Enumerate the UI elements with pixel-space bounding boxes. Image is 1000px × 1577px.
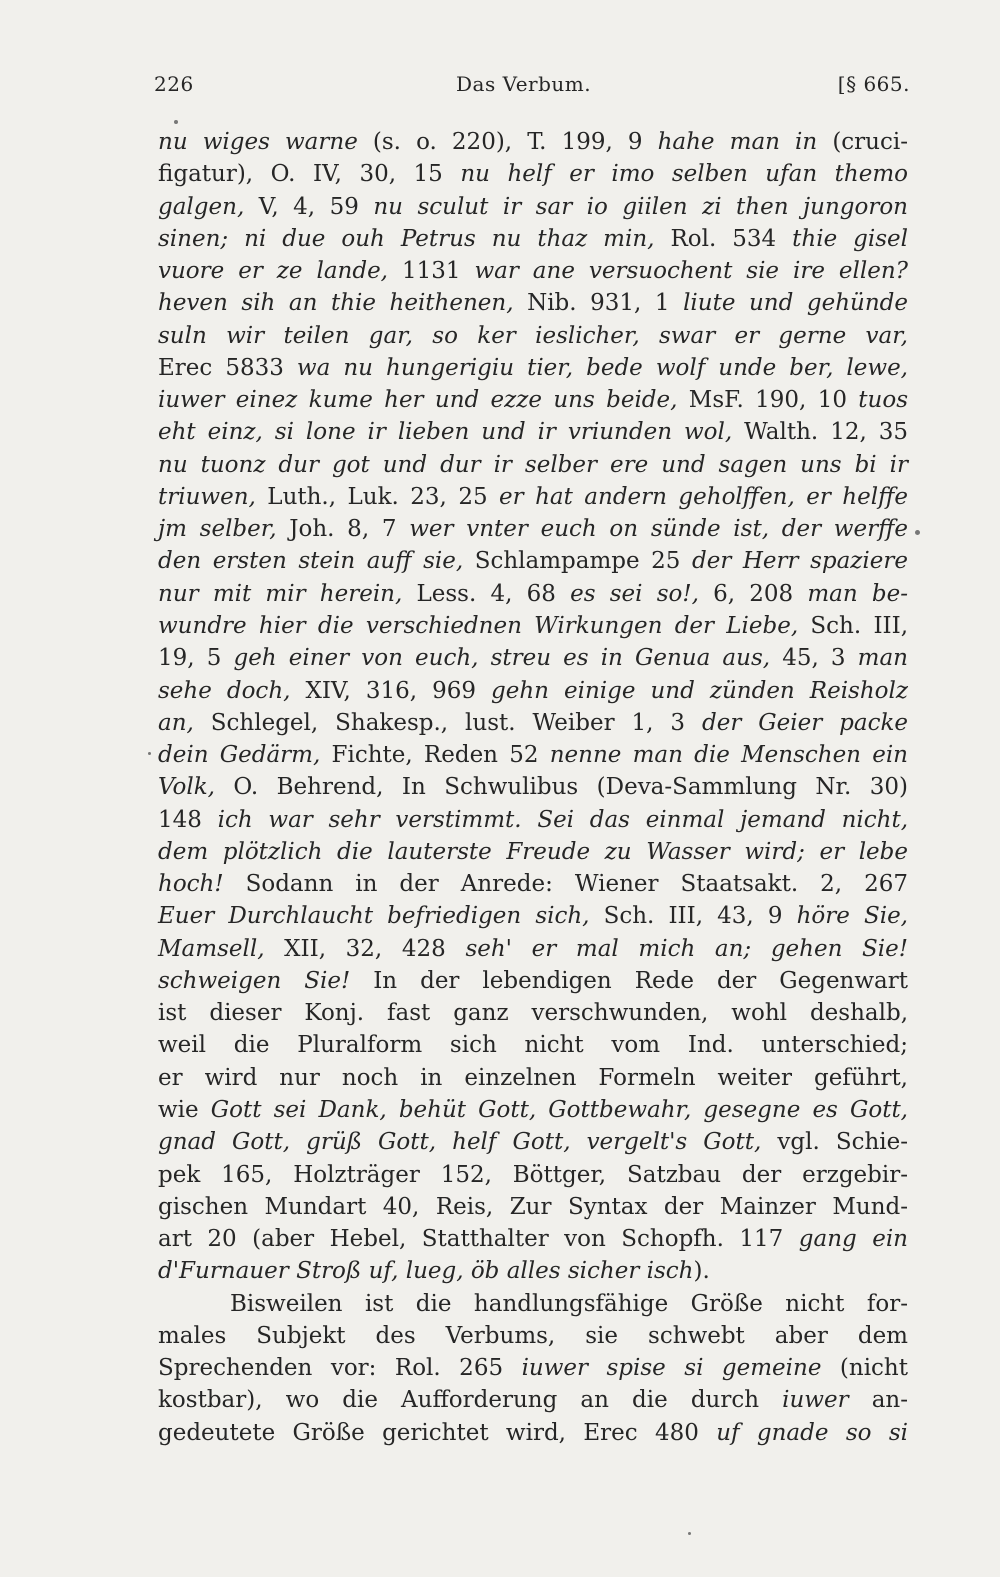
- roman-text: Erec 5833: [158, 354, 297, 381]
- italic-text: iuwer: [782, 1387, 849, 1414]
- roman-text: (cruci-: [817, 129, 908, 155]
- roman-text: XII, 32, 428: [264, 935, 466, 962]
- italic-text: dein Gedärm,: [158, 742, 321, 769]
- roman-text: er wird nur noch in einzelnen Formeln weiter geführt,: [158, 1064, 908, 1091]
- roman-text: pek 165, Holzträger 152, Böttger, Satzbau der erzgebir-: [158, 1161, 908, 1188]
- text-line: [158, 545, 908, 577]
- italic-text: suln wir teilen gar, so ker ieslicher, swar er gerne var,: [158, 322, 908, 349]
- text-line: [158, 642, 908, 674]
- text-line: [158, 739, 908, 771]
- italic-text: ich war sehr verstimmt. Sei das einmal jemand nicht,: [217, 806, 909, 833]
- italic-text: war ane versuochent sie ire ellen?: [474, 258, 909, 285]
- roman-text: V, 4, 59: [244, 193, 374, 220]
- text-line: [158, 1029, 908, 1061]
- italic-text: uf gnade so si: [716, 1419, 908, 1446]
- roman-text: Fichte, Reden 52: [320, 742, 550, 769]
- roman-text: Joh. 8, 7: [276, 516, 410, 543]
- text-line: [158, 578, 908, 610]
- text-line: [158, 1384, 908, 1416]
- italic-text: gehn einige und zünden Reisholz: [491, 677, 908, 704]
- print-speck: [148, 752, 151, 755]
- italic-text: den ersten stein auff sie,: [158, 548, 464, 575]
- body-text: [158, 126, 908, 1449]
- italic-text: nu wiges warne: [158, 129, 358, 155]
- roman-text: wie: [158, 1096, 211, 1123]
- roman-text: Luth., Luk. 23, 25: [255, 483, 500, 510]
- italic-text: d'Furnauer Stroß uf, lueg, öb alles sicher isch: [158, 1258, 694, 1285]
- roman-text: ist dieser Konj. fast ganz verschwunden, wohl deshalb,: [158, 1000, 908, 1027]
- text-line: [158, 481, 908, 513]
- text-line: [158, 1191, 908, 1223]
- text-line: [158, 836, 908, 868]
- italic-text: wa nu hungerigiu tier, bede wolf unde ber, lewe,: [296, 354, 908, 381]
- text-line: [158, 1320, 908, 1352]
- italic-text: heven sih an thie heithenen,: [158, 290, 514, 317]
- section-reference: [§ 665.: [837, 72, 910, 96]
- text-line: [158, 1417, 908, 1449]
- italic-text: nu tuonz dur got und dur ir selber ere und sagen uns bi ir: [158, 451, 908, 478]
- text-line: [158, 868, 908, 900]
- text-line: [158, 320, 908, 352]
- roman-text: Nib. 931, 1: [513, 290, 684, 317]
- italic-text: man be-: [807, 580, 908, 607]
- roman-text: Rol. 534: [654, 225, 793, 252]
- text-line: [158, 513, 908, 545]
- roman-text: XIV, 316, 969: [290, 677, 491, 704]
- roman-text: Less. 4, 68: [402, 580, 571, 607]
- italic-text: es sei so!,: [570, 580, 699, 607]
- text-line: [158, 900, 908, 932]
- italic-text: dem plötzlich die lauterste Freude zu Wasser wird; er lebe: [158, 838, 908, 865]
- text-line: [158, 933, 908, 965]
- text-line: [158, 1126, 908, 1158]
- text-line: [158, 610, 908, 642]
- roman-text: figatur), O. IV, 30, 15: [158, 161, 461, 188]
- roman-text: Bisweilen ist die handlungsfähige Größe nicht for-: [230, 1290, 908, 1317]
- italic-text: wundre hier die verschiednen Wirkungen der Liebe,: [158, 612, 799, 639]
- italic-text: man: [857, 645, 908, 672]
- roman-text: vgl. Schie-: [761, 1129, 909, 1156]
- text-line: [158, 1159, 908, 1191]
- italic-text: nenne man die Menschen ein: [549, 742, 909, 769]
- text-line: [158, 352, 908, 384]
- italic-text: Mamsell,: [158, 935, 265, 962]
- italic-text: Volk,: [158, 774, 215, 801]
- italic-text: der Geier packe: [701, 709, 909, 736]
- italic-text: iuwer einez kume her und ezze uns beide,: [158, 387, 678, 414]
- italic-text: Euer Durchlaucht befriedigen sich,: [158, 903, 590, 930]
- running-header: [154, 72, 910, 104]
- roman-text: gedeutete Größe gerichtet wird, Erec 480: [158, 1419, 717, 1446]
- text-line: [158, 1223, 908, 1255]
- text-line: [158, 191, 908, 223]
- roman-text: Sch. III,: [798, 612, 909, 639]
- roman-text: Schlegel, Shakesp., lust. Weiber 1, 3: [193, 709, 702, 736]
- italic-text: schweigen Sie!: [158, 967, 351, 994]
- roman-text: gischen Mundart 40, Reis, Zur Syntax der Mainzer Mund-: [158, 1193, 908, 1220]
- text-line: [158, 158, 908, 190]
- roman-text: (s. o. 220), T. 199, 9: [357, 129, 658, 155]
- text-line: [158, 804, 908, 836]
- roman-text: 148: [158, 806, 218, 833]
- roman-text: ).: [693, 1258, 710, 1285]
- italic-text: nu sculut ir sar io giilen zi then jungoron: [373, 193, 908, 220]
- roman-text: O. Behrend, In Schwulibus (Deva-Sammlung Nr. 30): [214, 774, 908, 801]
- text-line: [158, 1094, 908, 1126]
- roman-text: 45, 3: [770, 645, 858, 672]
- italic-text: vuore er ze lande,: [158, 258, 388, 285]
- running-title: Das Verbum.: [456, 72, 592, 96]
- roman-text: 19, 5: [158, 645, 234, 672]
- italic-text: eht einz, si lone ir lieben und ir vriunden wol,: [158, 419, 733, 446]
- print-speck: [174, 120, 178, 124]
- roman-text: 6, 208: [698, 580, 808, 607]
- text-line: [158, 707, 908, 739]
- text-line: [158, 126, 908, 158]
- roman-text: (nicht: [821, 1355, 908, 1382]
- roman-text: kostbar), wo die Aufforderung an die durch: [158, 1387, 783, 1414]
- italic-text: triuwen,: [158, 483, 256, 510]
- italic-text: hahe man in: [657, 129, 818, 155]
- italic-text: gang ein: [798, 1226, 908, 1253]
- roman-text: In der lebendigen Rede der Gegenwart: [350, 967, 909, 994]
- italic-text: gnad Gott, grüß Gott, helf Gott, vergelt's Gott,: [158, 1129, 762, 1156]
- roman-text: an-: [848, 1387, 908, 1414]
- print-speck: [915, 530, 920, 535]
- text-line: [158, 771, 908, 803]
- roman-text: Schlampampe 25: [463, 548, 692, 575]
- italic-text: er hat andern geholffen, er helffe: [499, 483, 908, 510]
- italic-text: an,: [158, 709, 194, 736]
- roman-text: art 20 (aber Hebel, Statthalter von Schopfh. 117: [158, 1226, 799, 1253]
- italic-text: Gott sei Dank, behüt Gott, Gottbewahr, gesegne es Gott,: [210, 1096, 908, 1123]
- text-line: [158, 965, 908, 997]
- italic-text: sinen; ni due ouh Petrus nu thaz min,: [158, 225, 655, 252]
- italic-text: nu helf er imo selben ufan themo: [460, 161, 908, 188]
- italic-text: der Herr spaziere: [691, 548, 908, 575]
- roman-text: Sodann in der Anrede: Wiener Staatsakt. 2, 267: [223, 871, 908, 898]
- roman-text: males Subjekt des Verbums, sie schwebt aber dem: [158, 1322, 908, 1349]
- italic-text: tuos: [858, 387, 909, 414]
- text-line: [158, 1255, 908, 1287]
- italic-text: iuwer spise si gemeine: [521, 1355, 822, 1382]
- italic-text: jm selber,: [158, 516, 277, 543]
- italic-text: wer vnter euch on sünde ist, der werffe: [409, 516, 908, 543]
- italic-text: geh einer von euch, streu es in Genua aus,: [233, 645, 771, 672]
- text-line: [158, 1062, 908, 1094]
- text-line: [158, 675, 908, 707]
- text-line: [158, 997, 908, 1029]
- roman-text: Walth. 12, 35: [732, 419, 908, 446]
- page-number: 226: [154, 72, 194, 96]
- text-line: [158, 1288, 908, 1320]
- text-line: [158, 287, 908, 319]
- print-speck: [688, 1532, 691, 1535]
- italic-text: liute und gehünde: [683, 290, 908, 317]
- roman-text: 1131: [388, 258, 475, 285]
- roman-text: Sprechenden vor: Rol. 265: [158, 1355, 522, 1382]
- roman-text: MsF. 190, 10: [677, 387, 859, 414]
- text-line: [158, 449, 908, 481]
- roman-text: weil die Pluralform sich nicht vom Ind. unterschied;: [158, 1032, 908, 1059]
- text-line: [158, 255, 908, 287]
- text-line: [158, 1352, 908, 1384]
- text-line: [158, 384, 908, 416]
- italic-text: seh' er mal mich an; gehen Sie!: [465, 935, 909, 962]
- italic-text: hoch!: [158, 871, 224, 898]
- text-line: [158, 416, 908, 448]
- italic-text: nur mit mir herein,: [158, 580, 403, 607]
- roman-text: Sch. III, 43, 9: [589, 903, 797, 930]
- italic-text: thie gisel: [792, 225, 909, 252]
- italic-text: höre Sie,: [796, 903, 908, 930]
- text-line: [158, 223, 908, 255]
- italic-text: sehe doch,: [158, 677, 291, 704]
- italic-text: galgen,: [158, 193, 245, 220]
